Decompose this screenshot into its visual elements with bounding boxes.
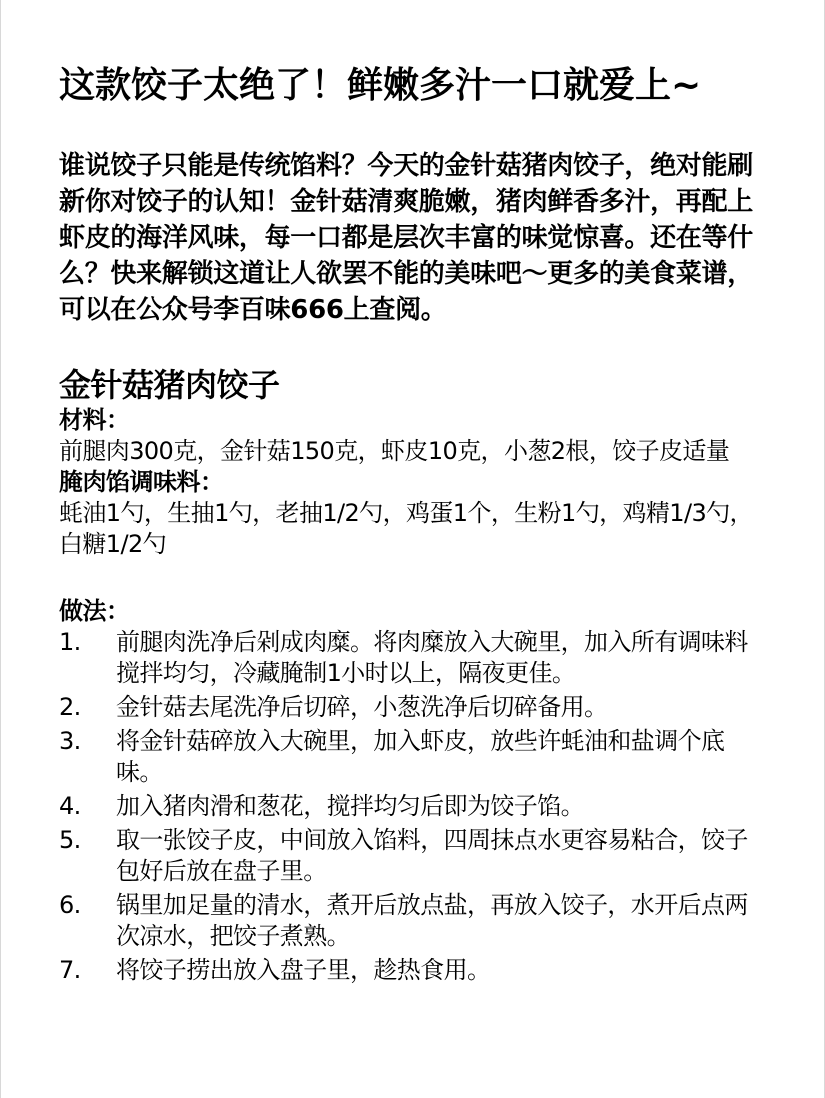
step-number: 3.: [59, 727, 81, 755]
recipe-title: 金针菇猪肉饺子: [59, 366, 280, 404]
step-number: 5.: [59, 826, 81, 854]
step-text: 金针菇去尾洗净后切碎，小葱洗净后切碎备用。: [116, 693, 608, 721]
step-text: 将饺子捞出放入盘子里，趁热食用。: [116, 956, 491, 984]
intro-paragraph: 谁说饺子只能是传统馅料？今天的金针菇猪肉饺子，绝对能刷新你对饺子的认知！金针菇清爽脆嫩，猪肉鲜香多汁，再配上虾皮的海洋风味，每一口都是层次丰富的味觉惊喜。还在等什么？快来解锁这道让人欲罢不能的美味吧～更多的美食菜谱，可以在公众号李百味666上查阅。: [59, 151, 753, 325]
page-content: [59, 62, 771, 989]
method-step: [59, 890, 771, 952]
section-spacer: [59, 560, 771, 596]
step-text: 加入猪肉滑和葱花，搅拌均匀后即为饺子馅。: [116, 792, 584, 820]
method-step: [59, 791, 771, 822]
method-step: [59, 692, 771, 723]
step-number: 6.: [59, 891, 81, 919]
page-title: 这款饺子太绝了！鲜嫩多汁一口就爱上~: [59, 65, 702, 106]
step-text: 前腿肉洗净后剁成肉糜。将肉糜放入大碗里，加入所有调味料搅拌均匀，冷藏腌制1小时以上，隔夜更佳。: [116, 628, 748, 687]
method-steps-list: [59, 627, 771, 986]
ingredients-text: 前腿肉300克，金针菇150克，虾皮10克，小葱2根，饺子皮适量: [59, 437, 730, 465]
marinade-label: 腌肉馅调味料：: [59, 468, 224, 496]
method-step: [59, 825, 771, 887]
ingredients-label: 材料：: [59, 406, 130, 434]
method-step: [59, 627, 771, 689]
step-text: 取一张饺子皮，中间放入馅料，四周抹点水更容易粘合，饺子包好后放在盘子里。: [116, 826, 748, 885]
step-text: 将金针菇碎放入大碗里，加入虾皮，放些许蚝油和盐调个底味。: [116, 727, 725, 786]
step-text: 锅里加足量的清水，煮开后放点盐，再放入饺子，水开后点两次凉水，把饺子煮熟。: [116, 891, 748, 950]
method-step: [59, 955, 771, 986]
method-label: 做法：: [59, 597, 130, 625]
method-step: [59, 726, 771, 788]
step-number: 2.: [59, 693, 81, 721]
step-number: 4.: [59, 792, 81, 820]
step-number: 7.: [59, 956, 81, 984]
marinade-text: 蚝油1勺，生抽1勺，老抽1/2勺，鸡蛋1个，生粉1勺，鸡精1/3勺，白糖1/2勺: [59, 499, 753, 558]
step-number: 1.: [59, 628, 81, 656]
